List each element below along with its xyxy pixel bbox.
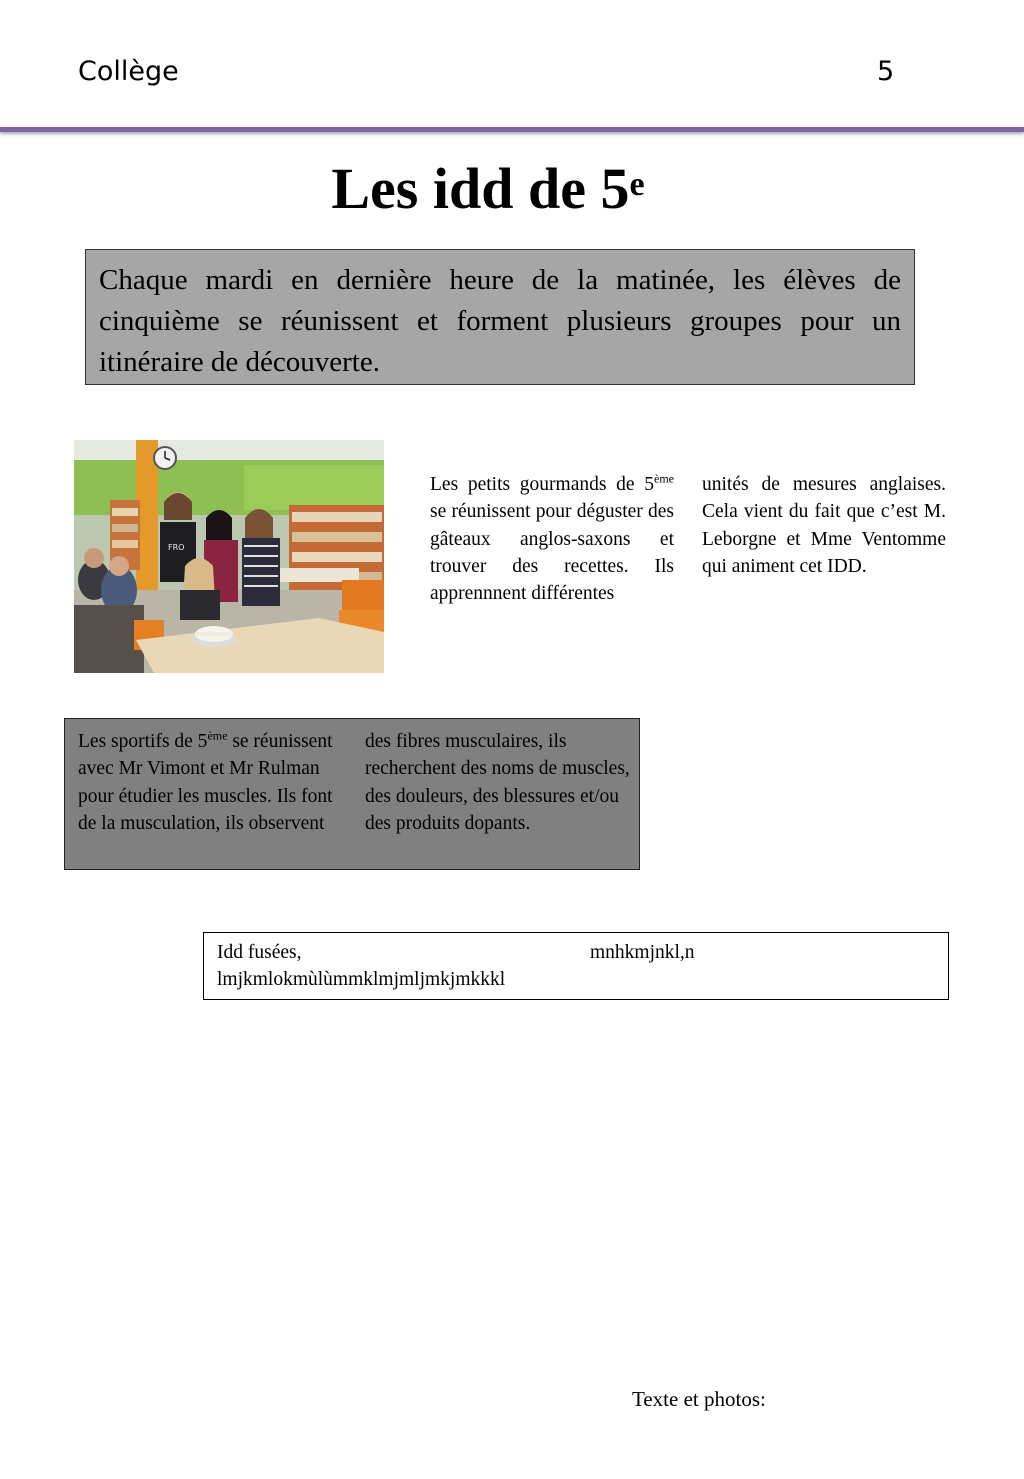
- credit-text: Texte et photos:: [632, 1387, 766, 1411]
- gourmands-text-col2: unités de mesures anglaises. Cela vient du fait que c’est M. Leborgne et Mme Ventomme qui animent cet IDD.: [702, 474, 946, 577]
- fusees-box: [203, 932, 949, 1000]
- page-title-text: Les idd de 5: [331, 156, 630, 221]
- fusees-text-right: mnhkmjnkl,n: [590, 942, 695, 963]
- page-title: [0, 156, 976, 222]
- gourmands-text-col1-end: se réunissent pour déguster des gâteaux anglos-saxons et trouver des recettes. Ils apprennnent différentes: [430, 501, 674, 605]
- fusees-title: Idd fusées,: [217, 942, 302, 963]
- fusees-text-line2: lmjkmlokmùlùmmklmjmljmkjmkkkl: [217, 969, 506, 990]
- sportifs-box: [64, 718, 640, 870]
- sportifs-ordinal-sup: ème: [207, 728, 228, 743]
- students-photo: [74, 440, 384, 673]
- sportifs-text-col1: [78, 728, 348, 837]
- page-title-sup: e: [629, 166, 645, 203]
- gourmands-text-col1-start: Les petits gourmands de 5: [430, 474, 654, 495]
- sportifs-text-col1-start: Les sportifs de 5: [78, 731, 208, 752]
- page-number: 5: [877, 56, 895, 87]
- sportifs-text-col1-end: se réunissent avec Mr Vimont et Mr Rulman pour étudier les muscles. Ils font de la musculation, ils observent: [78, 731, 333, 834]
- svg-text:FRO: FRO: [168, 543, 185, 552]
- sportifs-text-col2: des fibres musculaires, ils recherchent des noms de muscles, des douleurs, des blessures et/ou des produits dopants.: [365, 731, 630, 834]
- header-divider: [0, 127, 1024, 132]
- gourmands-ordinal-sup: ème: [654, 471, 674, 486]
- header-section: Collège: [78, 56, 179, 87]
- intro-box: Chaque mardi en dernière heure de la matinée, les élèves de cinquième se réunissent et forment plusieurs groupes pour un itinéraire de découverte.: [85, 249, 915, 385]
- gourmands-text-col1: [430, 471, 674, 607]
